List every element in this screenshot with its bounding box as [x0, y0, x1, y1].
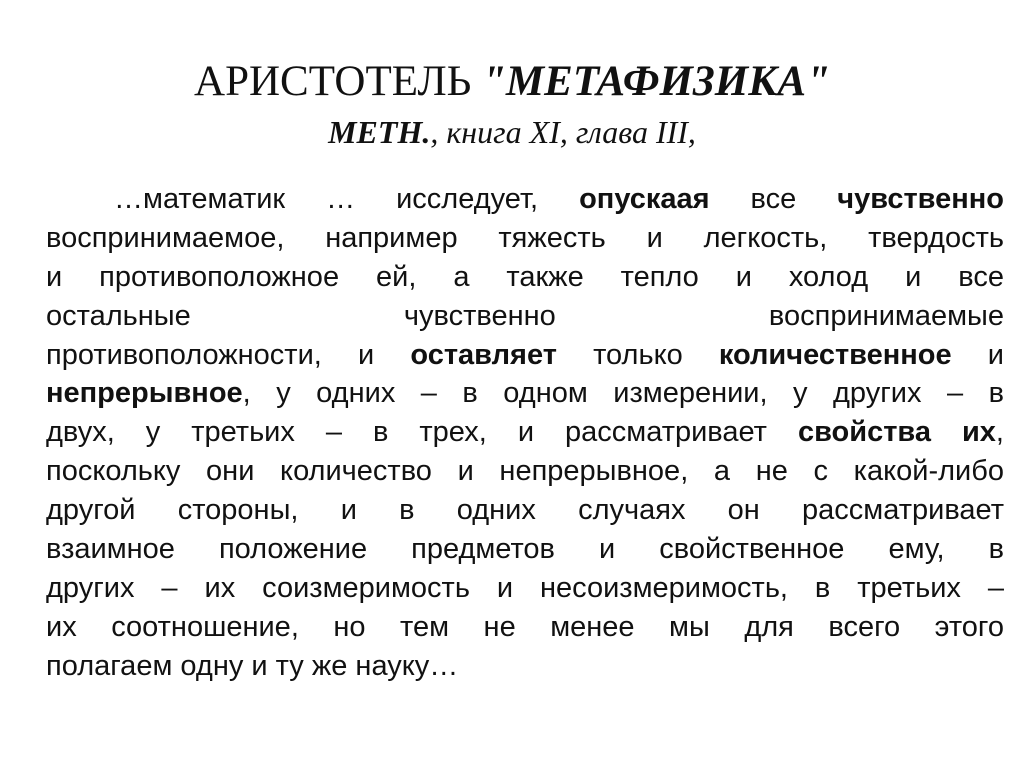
- quote-emphasis: чувственно: [837, 183, 1004, 215]
- title-work: "МЕТАФИЗИКА": [482, 58, 830, 105]
- quote-line-7: [46, 413, 1004, 452]
- quote-line-10: взаимное положение предметов и свойственное ему, в: [46, 533, 1004, 566]
- quote-text: все: [709, 183, 838, 215]
- quote-text: только: [556, 338, 719, 371]
- quote-emphasis: оставляет: [410, 338, 557, 371]
- quote-emphasis: непрерывное: [46, 377, 243, 410]
- slide-title: [0, 56, 1024, 108]
- title-author: АРИСТОТЕЛЬ: [194, 58, 483, 105]
- quote-emphasis: свойства их: [797, 416, 996, 449]
- quote-line-4: остальные чувственно воспринимаемые: [46, 299, 1004, 332]
- quote-text: противоположности, и: [46, 338, 411, 371]
- quote-line-5: [46, 336, 1004, 375]
- slide-subtitle: [0, 112, 1024, 152]
- quote-line-8: поскольку они количество и непрерывное, а не с какой-либо: [46, 455, 1004, 488]
- quote-text: и: [951, 338, 1004, 371]
- quote-text: , у одних – в одном измерении, у других – в: [242, 377, 1004, 410]
- subtitle-abbr: METH.: [328, 114, 431, 150]
- quote-line-2: воспринимаемое, например тяжесть и легкость, твердость: [46, 221, 1004, 254]
- quote-emphasis: опускаая: [579, 183, 710, 215]
- subtitle-ref: , книга XI, глава III,: [430, 114, 696, 150]
- quote-block: [46, 180, 1004, 686]
- quote-text: ,: [995, 416, 1004, 449]
- quote-text: …математик … исследует,: [114, 183, 580, 215]
- quote-line-11: других – их соизмеримость и несоизмеримость, в третьих –: [46, 571, 1004, 604]
- quote-line-1: [46, 180, 1004, 219]
- quote-line-6: [46, 374, 1004, 413]
- quote-line-12: их соотношение, но тем не менее мы для всего этого: [46, 610, 1004, 643]
- quote-text: двух, у третьих – в трех, и рассматривает: [46, 416, 798, 449]
- quote-line-13: полагаем одну и ту же науку…: [46, 649, 459, 682]
- quote-line-9: другой стороны, и в одних случаях он рассматривает: [46, 494, 1004, 527]
- quote-emphasis: количественное: [718, 338, 952, 371]
- quote-line-3: и противоположное ей, а также тепло и холод и все: [46, 260, 1004, 293]
